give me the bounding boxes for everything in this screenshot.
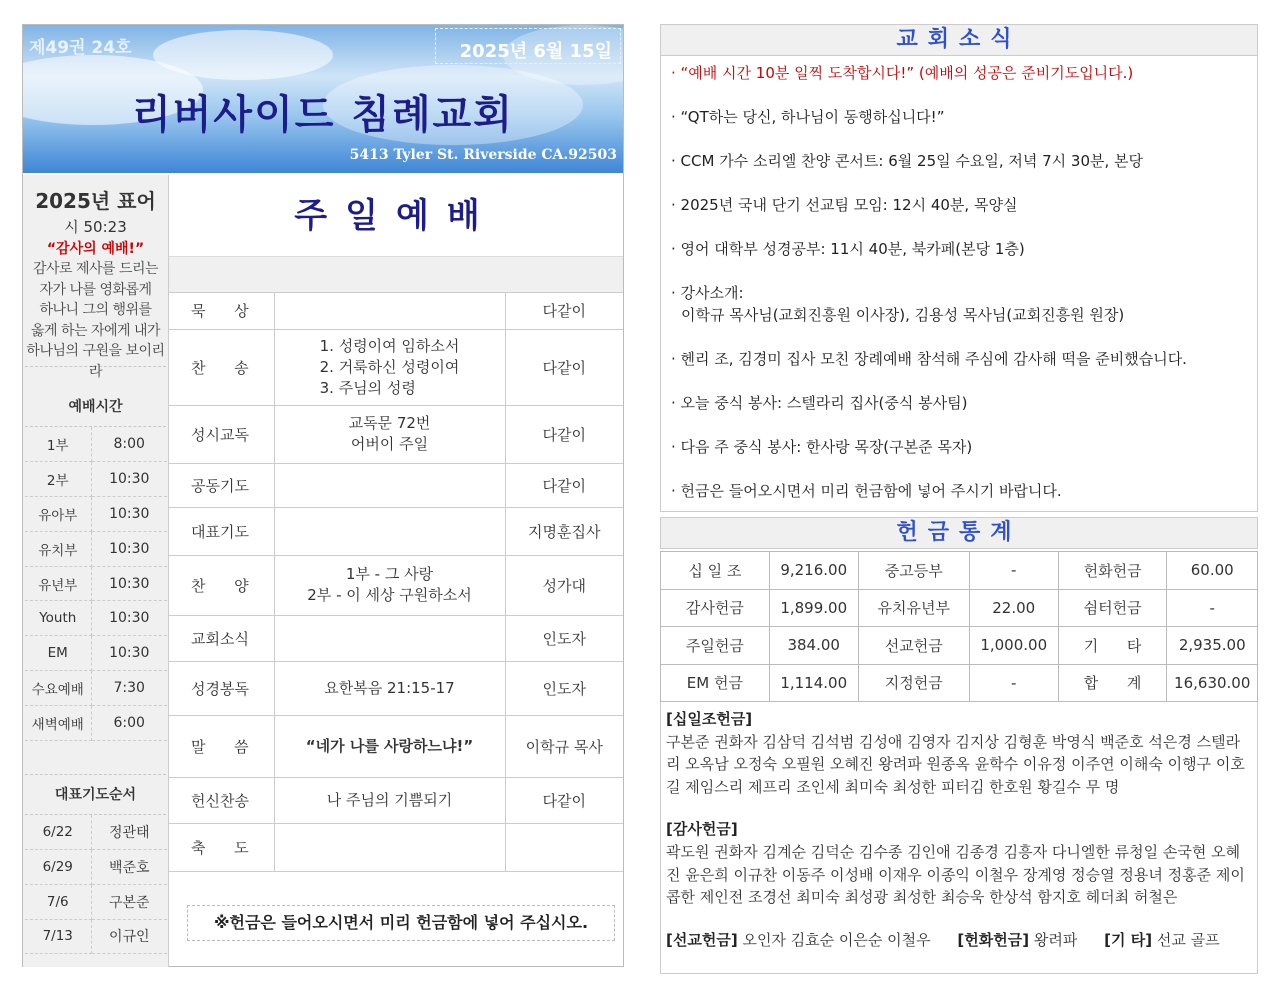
- etc-names: 선교 골프: [1156, 930, 1220, 949]
- other-donors: [666, 929, 1253, 952]
- order-item-content: [274, 555, 505, 615]
- news-item-text: · “예배 시간 10분 일찍 도착합시다!” (예배의 성공은 준비기도입니다.): [671, 64, 1134, 82]
- motto-reference: 시 50:23: [64, 218, 127, 236]
- order-item-name: 성시교독: [169, 405, 274, 463]
- order-item-content: [274, 661, 505, 715]
- offering-amount: 1,000.00: [969, 627, 1058, 665]
- order-content-lines: [275, 736, 505, 757]
- motto-line: 자가 나를 영화롭게: [39, 281, 152, 298]
- order-item-person: [505, 823, 623, 871]
- schedule-service-name: 1부: [25, 427, 91, 462]
- schedule-time: 10:30: [91, 531, 167, 566]
- tithe-names: 구본준 권화자 김삼덕 김석범 김성애 김영자 김지상 김형훈 박영식 백준호 석은경 스텔라리 오옥남 오정숙 오필원 오혜진 왕려파 원종옥 윤학수 이유정 이주연 이해숙 이행구 이호길 제임스리 제프리 조인세 최미숙 최성한 피터김 한호원 황길수 무 명: [666, 732, 1245, 796]
- prayer-date: 7/13: [25, 919, 91, 954]
- order-row: [169, 777, 623, 823]
- header-banner: [23, 25, 623, 173]
- offering-category: 헌화헌금: [1058, 552, 1167, 590]
- offering-amount: 60.00: [1167, 552, 1258, 590]
- offering-category: EM 헌금: [661, 664, 770, 702]
- offering-amount: 9,216.00: [769, 552, 858, 590]
- order-item-person: 다같이: [505, 329, 623, 405]
- schedule-time: 10:30: [91, 566, 167, 601]
- schedule-service-name: 유치부: [25, 531, 91, 566]
- schedule-service-name: 유아부: [25, 497, 91, 532]
- news-title: 교회소식: [660, 24, 1258, 56]
- prayer-leader: 이규인: [91, 919, 167, 954]
- order-item-person: 지명훈집사: [505, 507, 623, 555]
- order-item-content: [274, 293, 505, 329]
- order-row: [169, 507, 623, 555]
- order-row: [169, 823, 623, 871]
- order-item-content: [274, 463, 505, 507]
- order-content-line: 어버이 주일: [350, 435, 429, 453]
- schedule-service-name: 수요예배: [25, 671, 91, 706]
- thanks-donors: [666, 818, 1253, 908]
- offering-category: 주일헌금: [661, 627, 770, 665]
- order-row: [169, 293, 623, 329]
- order-item-name: 찬 양: [169, 555, 274, 615]
- spacer: [25, 741, 166, 775]
- offering-amount: 22.00: [969, 589, 1058, 627]
- bulletin-front-page: [22, 24, 624, 967]
- offering-category: 유치유년부: [858, 589, 969, 627]
- motto-text: [25, 259, 166, 382]
- order-item-name: 대표기도: [169, 507, 274, 555]
- offering-amount: -: [1167, 589, 1258, 627]
- schedule-time: 10:30: [91, 636, 167, 671]
- order-item-content: [274, 777, 505, 823]
- church-name: 리버사이드 침례교회: [132, 92, 514, 138]
- schedule-row: [25, 566, 167, 601]
- order-row: [169, 661, 623, 715]
- motto-line: 하나니 그의 행위를: [39, 302, 152, 318]
- prayer-leader: 구본준: [91, 884, 167, 919]
- order-content-lines: [320, 336, 460, 399]
- order-content-line: 2부 - 이 세상 구원하소서: [307, 586, 472, 604]
- order-content-line: 1부 - 그 사랑: [345, 565, 434, 583]
- offering-row: [661, 627, 1258, 665]
- order-content-line: 2. 거룩하신 성령이여: [319, 357, 460, 376]
- order-item-person: 다같이: [505, 463, 623, 507]
- schedule-service-name: 2부: [25, 462, 91, 497]
- church-news: [660, 56, 1258, 512]
- order-content-line: 교독문 72번: [348, 414, 431, 432]
- schedule-row: [25, 497, 167, 532]
- offering-amount: 16,630.00: [1167, 664, 1258, 702]
- news-item: [671, 282, 1247, 326]
- news-item: [671, 62, 1247, 84]
- order-item-person: 이학규 목사: [505, 715, 623, 777]
- offering-notice: ※헌금은 들어오시면서 미리 헌금함에 넣어 주십시오.: [187, 905, 615, 941]
- prayer-leader: 정관태: [91, 815, 167, 850]
- order-item-content: [274, 507, 505, 555]
- tithe-header: [십일조헌금]: [666, 710, 753, 728]
- order-item-content: [274, 405, 505, 463]
- news-item-text: · 헌금은 들어오시면서 미리 헌금함에 넣어 주시기 바랍니다.: [671, 482, 1062, 500]
- offering-category: 기 타: [1058, 627, 1167, 665]
- offering-row: [661, 664, 1258, 702]
- schedule-time: 10:30: [91, 601, 167, 636]
- schedule-row: [25, 531, 167, 566]
- order-item-name: 말 씀: [169, 715, 274, 777]
- offering-amount: 1,899.00: [769, 589, 858, 627]
- prayer-date: 6/22: [25, 815, 91, 850]
- order-item-name: 헌신찬송: [169, 777, 274, 823]
- motto-line: 옳게 하는 자에게 내가: [30, 322, 161, 339]
- order-row: [169, 329, 623, 405]
- order-content-line: 1. 성령이여 임하소서: [319, 336, 460, 355]
- thanks-names: 곽도원 권화자 김계순 김덕순 김수종 김인애 김종경 김흥자 다니엘한 류청일 손국현 오혜진 윤은희 이규찬 이동주 이성배 이재우 이종익 이철우 장계영 정승열 정용녀 정홍준 제이콥한 제인전 조경선 최미숙 최성광 최성한 최승욱 한상석 함지호 헤더최 허철은: [666, 842, 1245, 907]
- order-content-line: “네가 나를 사랑하느냐!”: [305, 736, 474, 755]
- news-item: [671, 150, 1247, 172]
- offering-amount: -: [969, 664, 1058, 702]
- news-item: [671, 348, 1247, 370]
- etc-header: [기 타]: [1104, 930, 1153, 949]
- prayer-date: 7/6: [25, 884, 91, 919]
- order-of-worship: [169, 293, 623, 872]
- tithe-donors: [666, 708, 1253, 798]
- order-item-name: 묵 상: [169, 293, 274, 329]
- service-section: [169, 175, 623, 967]
- offering-donors: [660, 702, 1258, 974]
- motto-line: 감사로 제사를 드리는: [32, 261, 159, 277]
- news-item: [671, 194, 1247, 216]
- order-content-line: 요한복음 21:15-17: [324, 678, 455, 697]
- order-content-lines: [275, 790, 505, 811]
- offering-row: [661, 552, 1258, 590]
- schedule-time: 6:00: [91, 705, 167, 740]
- order-item-person: 다같이: [505, 293, 623, 329]
- news-item-text: · “QT하는 당신, 하나님이 동행하십니다!”: [671, 108, 945, 126]
- order-item-person: 인도자: [505, 661, 623, 715]
- order-item-name: 교회소식: [169, 615, 274, 661]
- offering-amount: 2,935.00: [1167, 627, 1258, 665]
- prayer-date: 6/29: [25, 849, 91, 884]
- date-box: [435, 28, 621, 64]
- schedule-row: [25, 462, 167, 497]
- prayer-order-title: 대표기도순서: [25, 775, 166, 815]
- offering-row: [661, 589, 1258, 627]
- offering-category: 감사헌금: [661, 589, 770, 627]
- offering-category: 선교헌금: [858, 627, 969, 665]
- order-row: [169, 615, 623, 661]
- prayer-leader: 백준호: [91, 849, 167, 884]
- offering-amount: 384.00: [769, 627, 858, 665]
- order-item-name: 성경봉독: [169, 661, 274, 715]
- order-content-lines: [275, 678, 505, 699]
- order-item-content: [274, 715, 505, 777]
- order-row: [169, 555, 623, 615]
- offering-category: 합 계: [1058, 664, 1167, 702]
- news-item: [671, 436, 1247, 458]
- offering-table: [660, 551, 1258, 702]
- schedule-service-name: 새벽예배: [25, 705, 91, 740]
- schedule-time: 8:00: [91, 427, 167, 462]
- motto-box: [25, 175, 166, 380]
- schedule-title: 예배시간: [25, 387, 166, 427]
- schedule-row: [25, 427, 167, 462]
- news-item: [671, 238, 1247, 260]
- schedule-row: [25, 601, 167, 636]
- order-item-name: 공동기도: [169, 463, 274, 507]
- offering-amount: 1,114.00: [769, 664, 858, 702]
- schedule-service-name: EM: [25, 636, 91, 671]
- offering-category: 쉼터헌금: [1058, 589, 1167, 627]
- order-content-line: 3. 주님의 성령: [319, 378, 416, 397]
- news-item: [671, 106, 1247, 128]
- mission-header: [선교헌금]: [666, 930, 738, 949]
- schedule-time: 10:30: [91, 462, 167, 497]
- sidebar: [23, 175, 169, 967]
- order-content-lines: [275, 413, 505, 455]
- bulletin-date: 2025년 6월 15일: [459, 41, 612, 62]
- order-item-person: 인도자: [505, 615, 623, 661]
- motto-theme: “감사의 예배!”: [46, 241, 145, 257]
- order-content-lines: [275, 564, 505, 606]
- schedule-time: 7:30: [91, 671, 167, 706]
- order-item-name: 축 도: [169, 823, 274, 871]
- news-item-text: · 영어 대학부 성경공부: 11시 40분, 북카페(본당 1층): [671, 240, 1025, 258]
- schedule-row: [25, 671, 167, 706]
- thanks-header: [감사헌금]: [666, 820, 738, 839]
- bulletin-back-page: [660, 24, 1258, 986]
- prayer-order-row: [25, 919, 167, 954]
- issue-number: 제49권 24호: [29, 38, 132, 58]
- news-item-text: · 다음 주 중식 봉사: 한사랑 목장(구본준 목자): [671, 438, 973, 456]
- schedule-table: [25, 427, 167, 741]
- news-item-text: · CCM 가수 소리엘 찬양 콘서트: 6월 25일 수요일, 저녁 7시 30분, 본당: [671, 152, 1144, 170]
- order-row: [169, 715, 623, 777]
- order-content-line: 나 주님의 기쁨되기: [326, 790, 453, 809]
- motto-title: 2025년 표어: [35, 189, 156, 213]
- church-address: 5413 Tyler St. Riverside CA.92503: [349, 147, 617, 163]
- service-title: 주일예배: [169, 175, 623, 257]
- order-item-content: [274, 823, 505, 871]
- mission-names: 오인자 김효순 이은순 이철우: [742, 930, 931, 949]
- schedule-time: 10:30: [91, 497, 167, 532]
- order-item-person: 다같이: [505, 405, 623, 463]
- news-item-text: · 강사소개:: [671, 284, 744, 302]
- prayer-order-row: [25, 815, 167, 850]
- schedule-row: [25, 705, 167, 740]
- order-item-content: [274, 615, 505, 661]
- order-item-person: 성가대: [505, 555, 623, 615]
- motto-line: 하나님의 구원을 보이리라: [26, 343, 165, 380]
- offering-title: 헌금통계: [660, 517, 1258, 549]
- news-item-detail: 이학규 목사님(교회진흥원 이사장), 김용성 목사님(교회진흥원 원장): [681, 306, 1125, 324]
- flower-names: 왕려파: [1033, 930, 1078, 949]
- service-subheader: [169, 257, 623, 293]
- order-row: [169, 463, 623, 507]
- offering-amount: -: [969, 552, 1058, 590]
- order-row: [169, 405, 623, 463]
- schedule-row: [25, 636, 167, 671]
- news-item: [671, 392, 1247, 414]
- prayer-order-table: [25, 815, 167, 955]
- schedule-service-name: 유년부: [25, 566, 91, 601]
- offering-category: 십 일 조: [661, 552, 770, 590]
- prayer-order-row: [25, 884, 167, 919]
- news-item: [671, 480, 1247, 502]
- order-item-content: [274, 329, 505, 405]
- news-item-text: · 헨리 조, 김경미 집사 모친 장례예배 참석해 주심에 감사해 떡을 준비했습니다.: [671, 350, 1187, 368]
- flower-header: [헌화헌금]: [957, 930, 1030, 949]
- order-item-person: 다같이: [505, 777, 623, 823]
- offering-category: 지정헌금: [858, 664, 969, 702]
- order-item-name: 찬 송: [169, 329, 274, 405]
- offering-category: 중고등부: [858, 552, 969, 590]
- news-item-text: · 2025년 국내 단기 선교팀 모임: 12시 40분, 목양실: [671, 196, 1018, 214]
- prayer-order-row: [25, 849, 167, 884]
- news-item-text: · 오늘 중식 봉사: 스텔라리 집사(중식 봉사팀): [671, 394, 968, 412]
- schedule-service-name: Youth: [25, 601, 91, 636]
